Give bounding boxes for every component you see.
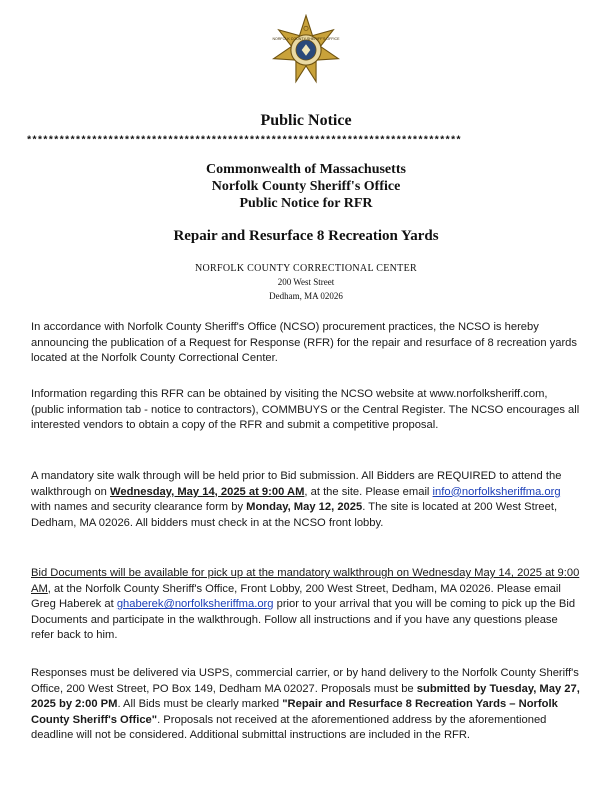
clearance-deadline: Monday, May 12, 2025	[246, 501, 363, 514]
facility-city: Dedham, MA 02026	[269, 291, 343, 301]
paragraph-walkthrough	[31, 469, 583, 531]
sheriff-star-badge-icon	[270, 14, 342, 86]
header-commonwealth: Commonwealth of Massachusetts	[206, 162, 406, 177]
header-notice-type: Public Notice for RFR	[239, 196, 373, 211]
walkthrough-text-a: A mandatory site walk through will be held prior to Bid submission. All Bidders are REQUIRED to attend the walkthrough on	[31, 470, 562, 498]
bid-documents-text-a: , at the Norfolk County Sheriff's Office, Front Lobby, 200 West Street, Dedham, MA 02026. Please email Greg Haberek at	[31, 582, 561, 611]
info-email-link[interactable]: info@norfolksheriffma.org	[432, 485, 561, 498]
facility-street: 200 West Street	[277, 277, 335, 287]
page-title: Public Notice	[260, 112, 352, 129]
submission-deadline: submitted by Tuesday, May 27, 2025 by 2:00 PM	[31, 682, 580, 711]
paragraph-announcement: In accordance with Norfolk County Sheriff's Office (NCSO) procurement practices, the NCSO is hereby announcing the publication of a Request for Response (RFR) for the repair and resurface of 8 recreation yards located at the Norfolk County Correctional Center.	[31, 321, 578, 365]
asterisk-divider: ********************************************************************************	[26, 135, 461, 147]
paragraph-information: Information regarding this RFR can be obtained by visiting the NCSO website at www.norfolksheriff.com, (public information tab - notice to contractors), COMMBUYS or the Central Register. The NCSO encourages all interested vendors to obtain a copy of the RFR and submit a competitive proposal.	[31, 388, 580, 432]
submission-text-a: Responses must be delivered via USPS, commercial carrier, or by hand delivery to the Norfolk County Sheriff's Office, 200 West Street, PO Box 149, Dedham MA 02027. Proposals must be	[31, 667, 579, 695]
walkthrough-date: Wednesday, May 14, 2025 at 9:00 AM	[110, 485, 305, 498]
bid-documents-text-b: prior to your arrival that you will be coming to pick up the Bid Documents and participate in the walkthrough. Follow all instructions and if you have any questions please refer back to him.	[31, 598, 576, 642]
bid-documents-availability: Bid Documents will be available for pick up at the mandatory walkthrough on Wednesday May 14, 2025 at 9:00 AM	[31, 567, 580, 595]
submission-text-c: . Proposals not received at the aforementioned address by the aforementioned deadline will not be considered. Additional submittal instructions are included in the RFR.	[31, 713, 547, 742]
bid-marking: "Repair and Resurface 8 Recreation Yards – Norfolk County Sheriff's Office"	[31, 698, 558, 726]
paragraph-submission	[31, 666, 583, 744]
seal-label: NORFOLK COUNTY SHERIFF'S OFFICE	[272, 36, 340, 41]
submission-text-b: . All Bids must be clearly marked	[117, 698, 283, 711]
facility-name: NORFOLK COUNTY CORRECTIONAL CENTER	[195, 263, 417, 274]
header-office: Norfolk County Sheriff's Office	[211, 179, 401, 194]
paragraph-bid-documents	[31, 566, 583, 644]
walkthrough-text-c: with names and security clearance form by	[31, 501, 247, 514]
walkthrough-text-b: , at the site. Please email	[304, 485, 433, 498]
walkthrough-text-d: . The site is located at 200 West Street, Dedham, MA 02026. All bidders must check in at the NCSO front lobby.	[31, 501, 558, 529]
contact-email-link[interactable]: ghaberek@norfolksheriffma.org	[116, 598, 274, 611]
project-title: Repair and Resurface 8 Recreation Yards	[173, 228, 439, 244]
